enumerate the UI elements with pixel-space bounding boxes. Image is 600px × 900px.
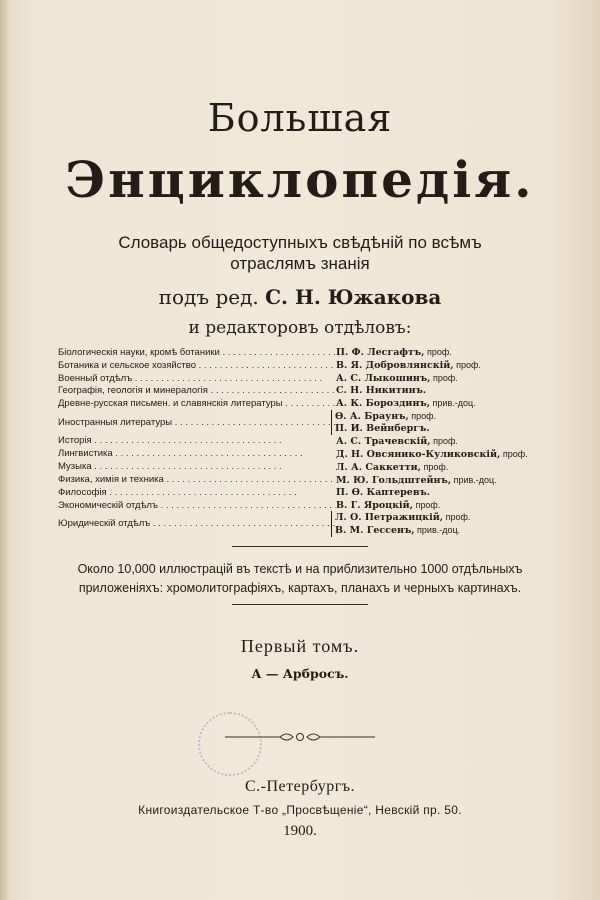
editor-name: В. М. Гессенъ, xyxy=(335,525,415,537)
imprint-year: 1900. xyxy=(283,823,317,839)
editor-rank: проф. xyxy=(424,347,452,357)
department-row xyxy=(58,385,558,397)
department-row xyxy=(58,448,558,461)
divider-middle xyxy=(232,604,368,605)
editor-name: А. С. Лыкошинъ, xyxy=(336,373,431,385)
department-editors xyxy=(336,474,497,487)
department-row xyxy=(58,359,558,372)
department-name: Географія, геологія и минералогія . . . xyxy=(58,385,336,397)
department-name: Біологическія науки, кромѣ ботаники . . . xyxy=(58,347,336,359)
department-row xyxy=(58,435,558,448)
editor-name: Ѳ. А. Браунъ, xyxy=(335,410,409,422)
editor-rank: проф. xyxy=(443,512,471,523)
department-name: Древне-русская письмен. и славянскія литературы . . . xyxy=(58,398,336,410)
department-row xyxy=(58,372,558,385)
editor-rank: проф. xyxy=(413,500,441,511)
department-name: Экономическій отдѣлъ . . . xyxy=(58,500,336,512)
department-editors xyxy=(336,448,528,461)
subtitle-line-2: отраслямъ знанія xyxy=(230,254,370,273)
editor-rank: прив.-доц. xyxy=(414,525,461,536)
department-name: Иностранныя литературы . . . xyxy=(58,417,336,429)
editor-name: Л. А. Саккетти, xyxy=(336,461,421,473)
department-editor xyxy=(336,487,430,499)
department-name: Военный отдѣлъ . . . xyxy=(58,373,336,385)
department-editor xyxy=(336,346,452,359)
illustrations-line-2: приложеніяхъ: хромолитографіяхъ, картахъ, планахъ и черныхъ картинахъ. xyxy=(78,581,522,595)
editor-name: А. К. Бороздинъ, xyxy=(336,398,431,410)
department-editor xyxy=(335,410,436,423)
department-editors xyxy=(336,461,448,474)
department-editor xyxy=(335,423,436,435)
editor-name: П. Ѳ. Каптеревъ. xyxy=(336,487,431,499)
department-editor xyxy=(336,435,458,448)
editor-name: В. Г. Яроцкій, xyxy=(336,500,414,512)
editor-rank: проф. xyxy=(500,448,528,459)
editor-rank: проф. xyxy=(430,435,458,446)
editor-prefix: подъ ред. xyxy=(158,285,259,309)
department-name: Юридическій отдѣлъ . . . xyxy=(58,518,336,530)
department-editors-intro: и редакторовъ отдѣловъ: xyxy=(188,318,412,338)
chief-editor xyxy=(0,285,600,309)
title-line-2: Энциклопедія. xyxy=(65,150,535,209)
department-name: Философія . . . xyxy=(58,487,336,499)
department-editors xyxy=(336,372,458,385)
department-editors xyxy=(331,410,436,435)
department-editor xyxy=(336,372,458,385)
department-name: Музыка . . . xyxy=(58,461,336,473)
department-editor xyxy=(336,397,476,410)
subtitle-line-1: Словарь общедоступныхъ свѣдѣній по всѣмъ xyxy=(118,233,482,252)
editor-rank: проф. xyxy=(430,373,458,384)
volume-range: А — Арбросъ. xyxy=(251,666,349,681)
library-stamp xyxy=(198,712,262,776)
editor-name: Л. О. Петражицкій, xyxy=(335,512,444,524)
department-editor xyxy=(336,359,481,372)
illustrations-line-1: Около 10,000 иллюстрацій въ текстѣ и на приблизительно 1000 отдѣльныхъ xyxy=(77,562,523,576)
editor-rank: прив.-доц. xyxy=(430,398,476,409)
department-name: Исторія . . . xyxy=(58,435,336,447)
department-row xyxy=(58,499,558,512)
editor-name: П. Ф. Лесгафтъ, xyxy=(336,347,425,358)
editor-name: Д. Н. Овсянико-Куликовскій, xyxy=(336,448,501,460)
editor-name: П. И. Вейнбергъ. xyxy=(335,423,430,435)
editor-rank: проф. xyxy=(408,410,437,421)
illustrations-note xyxy=(0,560,600,598)
department-row xyxy=(58,461,558,474)
editor-name: М. Ю. Гольдштейнъ, xyxy=(336,474,452,486)
department-editor xyxy=(336,474,497,487)
department-editors xyxy=(336,385,426,397)
imprint-publisher: Книгоиздательское Т-во „Просвѣщеніе“, Невскій пр. 50. xyxy=(138,803,462,817)
department-name: Ботаника и сельское хозяйство . . . xyxy=(58,360,336,372)
editor-name: В. Я. Добровлянскій, xyxy=(336,360,454,372)
department-row xyxy=(58,410,558,434)
department-row xyxy=(58,487,558,499)
department-editors xyxy=(336,346,452,359)
volume-label: Первый томъ. xyxy=(240,636,360,656)
editor-rank: прив.-доц. xyxy=(451,474,497,485)
department-name: Физика, химія и техника . . . xyxy=(58,474,336,486)
ornament-divider-icon xyxy=(225,730,375,744)
department-row xyxy=(58,512,558,536)
department-editor xyxy=(336,448,528,461)
editor-name: А. С. Трачевскій, xyxy=(336,435,431,447)
title-line-1: Большая xyxy=(207,96,393,140)
department-editors xyxy=(336,359,481,372)
department-editor xyxy=(336,461,448,474)
editor-rank: проф. xyxy=(420,461,449,472)
department-editors xyxy=(336,487,430,499)
department-editors xyxy=(331,511,470,537)
department-editors xyxy=(336,397,476,410)
department-list xyxy=(58,346,558,536)
department-row xyxy=(58,397,558,410)
department-editor xyxy=(335,524,470,537)
editor-rank: проф. xyxy=(453,360,481,371)
editor-name: С. Н. Никитинъ. xyxy=(336,385,427,397)
editor-name: С. Н. Южакова xyxy=(265,285,442,309)
department-editor xyxy=(335,511,470,524)
department-editor xyxy=(336,385,426,397)
department-editors xyxy=(336,435,458,448)
subtitle xyxy=(0,232,600,274)
department-name: Лингвистика . . . xyxy=(58,448,336,460)
department-row xyxy=(58,346,558,359)
department-row xyxy=(58,474,558,487)
imprint-city: С.-Петербургъ. xyxy=(244,778,356,795)
divider-top xyxy=(232,546,368,547)
